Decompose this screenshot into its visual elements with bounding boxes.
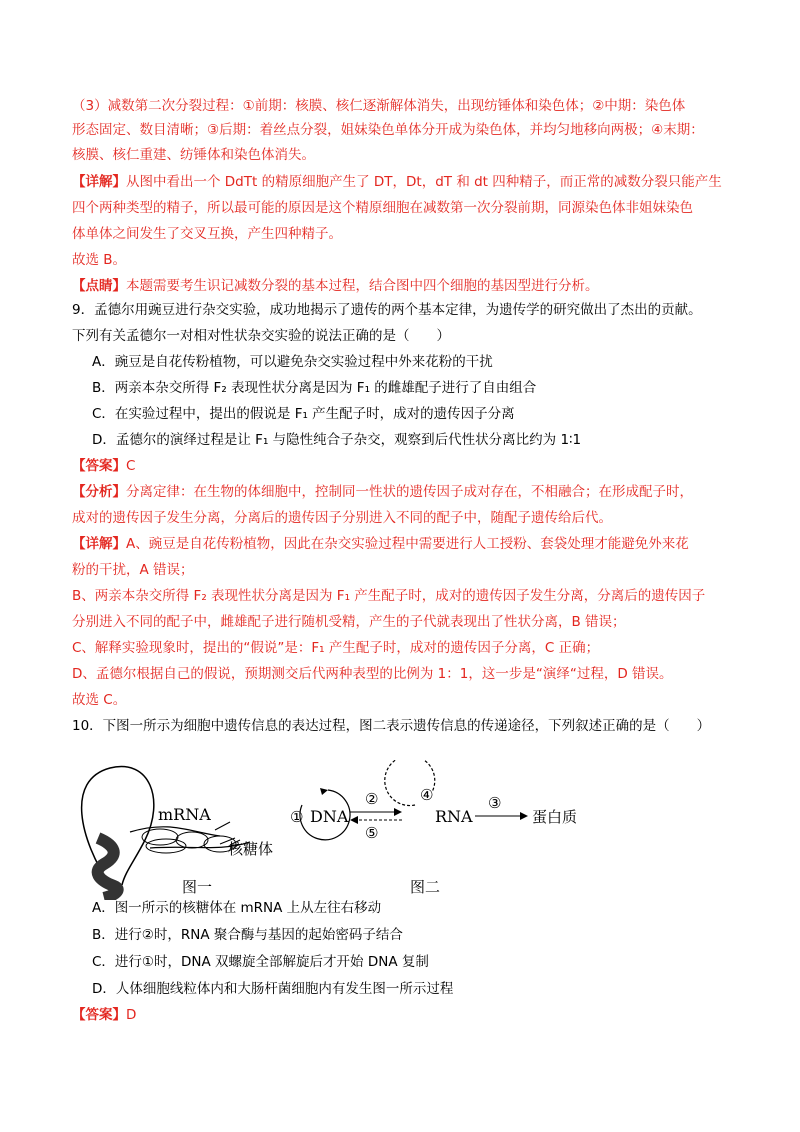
line-text: 粉的干扰，A 错误； [72, 562, 194, 578]
line-text: 四个两种类型的精子，所以最可能的原因是这个精原细胞在减数第一次分裂前期，同源染色体非姐妹染色 [72, 200, 693, 216]
rna-label: RNA [435, 807, 473, 826]
text-line [72, 250, 126, 270]
line-text: 9．孟德尔用豌豆进行杂交实验，成功地揭示了遗传的两个基本定律，为遗传学的研究做出了杰出的贡献。 [72, 302, 702, 318]
answer-tag: 【答案】 [72, 1007, 126, 1023]
dna-strand [82, 767, 154, 885]
line-text: 从图中看出一个 DdTt 的精原细胞产生了 DT，Dt，dT 和 dt 四种精子，而正常的减数分裂只能产生 [126, 174, 722, 190]
text-line [72, 145, 315, 165]
text-line [72, 326, 450, 346]
line-text: A、豌豆是自花传粉植物，因此在杂交实验过程中需要进行人工授粉、套袋处理才能避免外来花 [126, 536, 689, 552]
text-line [92, 378, 536, 398]
text-line [72, 508, 612, 528]
text-line [72, 690, 126, 710]
text-line [72, 638, 599, 658]
line-text: （3）减数第二次分裂过程：①前期：核膜、核仁逐渐解体消失，出现纺锤体和染色体；②中期：染色体 [72, 98, 686, 114]
line-text: 本题需要考生识记减数分裂的基本过程，结合图中四个细胞的基因型进行分析。 [126, 278, 599, 294]
ribosome-2 [176, 832, 208, 848]
figure-block [70, 760, 630, 904]
option-d: D．人体细胞线粒体内和大肠杆菌细胞内有发生图一所示过程 [92, 981, 454, 997]
option-b: B．进行②时，RNA 聚合酶与基因的起始密码子结合 [92, 927, 403, 943]
mrna-label: mRNA [158, 805, 211, 824]
text-line [72, 120, 704, 140]
line-text: 故选 C。 [72, 692, 127, 708]
line-text: B、两亲本杂交所得 F₂ 表现性状分离是因为 F₁ 产生配子时，成对的遗传因子发生分离，分离后的遗传因子 [72, 588, 706, 604]
line-text: A．豌豆是自花传粉植物，可以避免杂交实验过程中外来花粉的干扰 [92, 354, 493, 370]
text-line [72, 172, 722, 192]
section-tag: 【详解】 [72, 174, 126, 190]
section-tag: 【详解】 [72, 536, 126, 552]
text-line [72, 612, 626, 632]
gene-expression-diagram [70, 760, 630, 900]
ribosome-1 [142, 829, 178, 845]
answer-10 [72, 1005, 136, 1025]
label-5: ⑤ [365, 824, 379, 842]
label-1: ① [290, 808, 304, 826]
text-line [92, 430, 581, 450]
text-line [72, 560, 194, 580]
line-text: C、解释实验现象时，提出的“假说”是：F₁ 产生配子时，成对的遗传因子分离，C 正确； [72, 640, 600, 656]
dna-helix-dark [98, 838, 118, 898]
label-2: ② [365, 790, 379, 808]
mrna-strand [130, 827, 220, 836]
text-line [72, 586, 705, 606]
ribosome-label: 核糖体 [228, 840, 274, 858]
text-line [72, 300, 702, 320]
label-3: ③ [488, 794, 502, 812]
line-text: 故选 B。 [72, 252, 127, 268]
text-line [72, 664, 673, 684]
line-text: C．在实验过程中，提出的假说是 F₁ 产生配子时，成对的遗传因子分离 [92, 406, 515, 422]
text-line [92, 404, 515, 424]
line-text: D．孟德尔的演绎过程是让 F₁ 与隐性纯合子杂交，观察到后代性状分离比约为 1∶1 [92, 432, 582, 448]
line-text: 成对的遗传因子发生分离，分离后的遗传因子分别进入不同的配子中，随配子遗传给后代。 [72, 510, 612, 526]
line-text: D、孟德尔根据自己的假说，预期测交后代两种表型的比例为 1：1，这一步是“演绎“过程，D 错误。 [72, 666, 673, 682]
text-line [92, 352, 493, 372]
section-tag: 【点睛】 [72, 278, 126, 294]
line-text: 分离定律：在生物的体细胞中，控制同一性状的遗传因子成对存在，不相融合；在形成配子时， [126, 484, 693, 500]
figure-2-caption: 图二 [410, 878, 441, 896]
line-text: 核膜、核仁重建、纺锤体和染色体消失。 [72, 147, 315, 163]
line-text: 分别进入不同的配子中，雌雄配子进行随机受精，产生的子代就表现出了性状分离，B 错误； [72, 614, 626, 630]
line-text: 体单体之间发生了交叉互换，产生四种精子。 [72, 226, 342, 242]
ribosome-1b [146, 839, 186, 853]
answer-value: D [126, 1007, 137, 1023]
option-c: C．进行①时，DNA 双螺旋全部解旋后才开始 DNA 复制 [92, 954, 429, 970]
line-text: B．两亲本杂交所得 F₂ 表现性状分离是因为 F₁ 的雌雄配子进行了自由组合 [92, 380, 537, 396]
text-line [72, 456, 135, 476]
line-text: C [126, 458, 136, 474]
text-line [72, 198, 693, 218]
section-tag: 【答案】 [72, 458, 126, 474]
text-line [72, 224, 342, 244]
section-tag: 【分析】 [72, 484, 126, 500]
protein-label: 蛋白质 [532, 808, 578, 826]
text-line [72, 96, 685, 116]
line-text: 下列有关孟德尔一对相对性状杂交实验的说法正确的是（ ） [72, 328, 450, 344]
text-line [72, 716, 710, 736]
figure-1-caption: 图一 [182, 878, 213, 896]
line-text: 10．下图一所示为细胞中遗传信息的表达过程，图二表示遗传信息的传递途径，下列叙述正确的是（ ） [72, 718, 711, 734]
text-line [72, 482, 693, 502]
text-line [72, 534, 689, 554]
line-text: 形态固定、数目清晰；③后期：着丝点分裂，姐妹染色单体分开成为染色体，并均匀地移向两极；④末期： [72, 122, 704, 138]
option-a: A．图一所示的核糖体在 mRNA 上从左往右移动 [92, 900, 382, 916]
text-line [72, 276, 599, 296]
label-4: ④ [420, 786, 434, 804]
dna-label: DNA [310, 807, 349, 826]
